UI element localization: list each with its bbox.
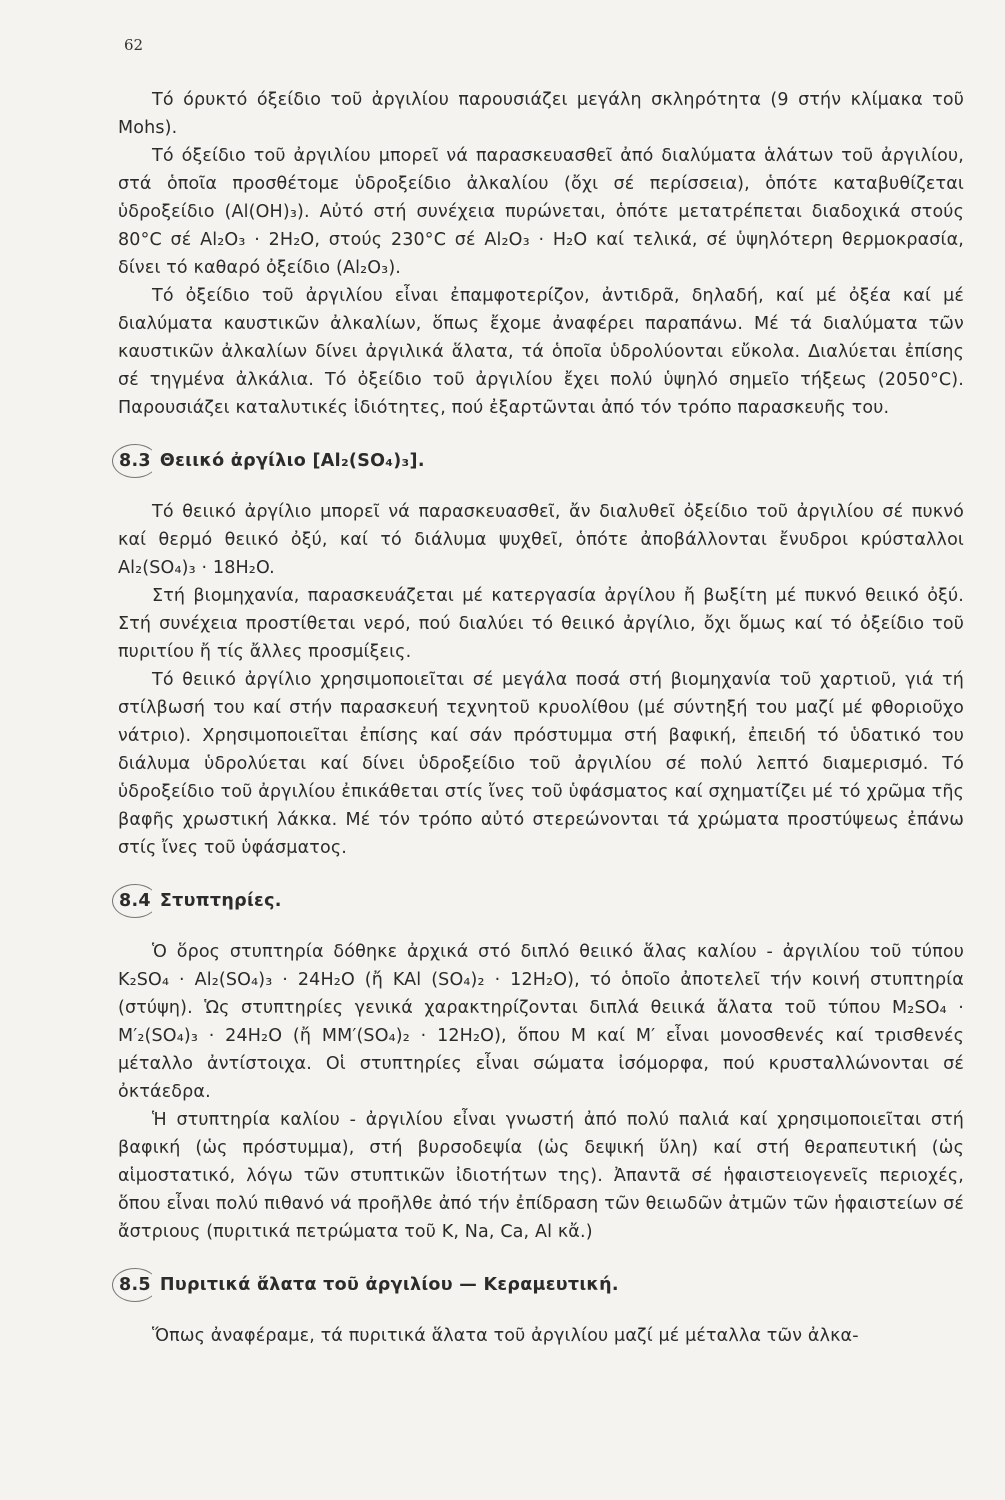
paragraph: Ἡ στυπτηρία καλίου - ἀργιλίου εἶναι γνωστή ἀπό πολύ παλιά καί χρησιμοποιεῖται στή βαφική (ὡς πρόστυμμα), στή βυρσοδεψία (ὡς δεψική ὕλη) καί στή θεραπευτική (ὡς αἱμοστατικό, λόγω τῶν στυπτικῶν ἰδιοτήτων της). Ἀπαντᾶ σέ ἡφαιστειογενεῖς περιοχές, ὅπου εἶναι πολύ πιθανό νά προῆλθε ἀπό τήν ἐπίδραση τῶν θειωδῶν ἀτμῶν τῶν ἡφαιστείων σέ ἄστριους (πυριτικά πετρώματα τοῦ K, Na, Ca, Al κἄ.) — [118, 1110, 964, 1242]
paragraph: Ὅπως ἀναφέραμε, τά πυριτικά ἅλατα τοῦ ἀργιλίου μαζί μέ μέταλλα τῶν ἀλκα- — [152, 1326, 859, 1346]
section-number: 8.5 — [112, 1268, 158, 1302]
paragraph: Τό όρυκτό όξείδιο τοῦ ἀργιλίου παρουσιάζει μεγάλη σκληρότητα (9 στήν κλίμακα τοῦ Mohs). — [118, 90, 964, 138]
paragraph: Στή βιομηχανία, παρασκευάζεται μέ κατεργασία ἀργίλου ἤ βωξίτη μέ πυκνό θειικό ὀξύ. Στή συνέχεια προστίθεται νερό, πού διαλύει τό θειικό ἀργίλιο, ὄχι ὅμως καί τό ὀξείδιο τοῦ πυριτίου ἤ τίς ἄλλες προσμίξεις. — [118, 586, 964, 662]
paragraph: Τό όξείδιο τοῦ ἀργιλίου μπορεῖ νά παρασκευασθεῖ ἀπό διαλύματα ἁλάτων τοῦ ἀργιλίου, στά ὁποῖα προσθέτομε ὑδροξείδιο ἀλκαλίου (ὄχι σέ περίσσεια), ὁπότε καταβυθίζεται ὑδροξείδιο (Al(OH)₃). Αὐτό στή συνέχεια πυρώνεται, ὁπότε μετατρέπεται διαδοχικά στούς 80°C σέ Al₂O₃ · 2H₂O, στούς 230°C σέ Al₂O₃ · H₂O καί τελικά, σέ ὑψηλότερη θερμοκρασία, δίνει τό καθαρό ὀξείδιο (Al₂O₃). — [118, 146, 964, 278]
section-title: Στυπτηρίες. — [159, 891, 282, 911]
paragraph: Τό ὀξείδιο τοῦ ἀργιλίου εἶναι ἐπαμφοτερίζον, ἀντιδρᾶ, δηλαδή, καί μέ ὀξέα καί μέ διαλύματα καυστικῶν ἀλκαλίων, ὅπως ἔχομε ἀναφέρει παραπάνω. Μέ τά διαλύματα τῶν καυστικῶν ἀλκαλίων δίνει ἀργιλικά ἅλατα, τά ὁποῖα ὑδρολύονται εὔκολα. Διαλύεται ἐπίσης σέ τηγμένα ἀλκάλια. Τό ὀξείδιο τοῦ ἀργιλίου ἔχει πολύ ὑψηλό σημεῖο τήξεως (2050°C). Παρουσιάζει καταλυτικές ἰδιότητες, πού ἐξαρτῶνται ἀπό τόν τρόπο παρασκευῆς του. — [118, 286, 964, 418]
paragraph: Ὁ ὅρος στυπτηρία δόθηκε ἀρχικά στό διπλό θειικό ἅλας καλίου - ἀργιλίου τοῦ τύπου K₂SO₄ · Al₂(SO₄)₃ · 24H₂O (ἤ KAl (SO₄)₂ · 12H₂O), τό ὁποῖο ἀποτελεῖ τήν κοινή στυπτηρία (στύψη). Ὡς στυπτηρίες γενικά χαρακτηρίζονται διπλά θειικά ἅλατα τοῦ τύπου M₂SO₄ · M′₂(SO₄)₃ · 24H₂O (ἤ MM′(SO₄)₂ · 12H₂O), ὅπου M καί M′ εἶναι μονοσθενές καί τρισθενές μέταλλο ἀντίστοιχα. Οἱ στυπτηρίες εἶναι σώματα ἰσόμορφα, πού κρυσταλλώνονται σέ ὀκτάεδρα. — [118, 942, 964, 1102]
paragraph: Τό θειικό ἀργίλιο χρησιμοποιεῖται σέ μεγάλα ποσά στή βιομηχανία τοῦ χαρτιοῦ, γιά τή στίλβωσή του καί στήν παρασκευή τεχνητοῦ κρυολίθου (μέ σύντηξή του μαζί μέ φθοριοῦχο νάτριο). Χρησιμοποιεῖται ἐπίσης καί σάν πρόστυμμα στή βαφική, ἐπειδή τό ὑδατικό του διάλυμα ὑδρολύεται καί δίνει ὑδροξείδιο τοῦ ἀργιλίου σέ πολύ λεπτό διαμερισμό. Τό ὑδροξείδιο τοῦ ἀργιλίου ἐπικάθεται στίς ἴνες τοῦ ὑφάσματος καί σχηματίζει μέ τό χρῶμα τῆς βαφῆς χρωστική λάκκα. Μέ τόν τρόπο αὐτό στερεώνονται τά χρώματα προστύψεως ἐπάνω στίς ἴνες τοῦ ὑφάσματος. — [118, 670, 964, 858]
section-title: Πυριτικά ἅλατα τοῦ ἀργιλίου — Κεραμευτική. — [159, 1275, 619, 1295]
paragraph: Τό θειικό ἀργίλιο μπορεῖ νά παρασκευασθεῖ, ἄν διαλυθεῖ ὀξείδιο τοῦ ἀργιλίου σέ πυκνό καί θερμό θειικό ὀξύ, καί τό διάλυμα ψυχθεῖ, ὁπότε ἀποβάλλονται ἔνυδροι κρύσταλλοι Al₂(SO₄)₃ · 18H₂O. — [118, 502, 964, 578]
section-heading-8-3 — [112, 444, 964, 478]
section-number: 8.3 — [112, 444, 158, 478]
section-title: Θειικό ἀργίλιο [Al₂(SO₄)₃]. — [159, 451, 425, 471]
page-content — [118, 86, 964, 1350]
page-number: 62 — [124, 36, 144, 54]
section-number: 8.4 — [112, 884, 158, 918]
section-heading-8-4 — [112, 884, 964, 918]
section-heading-8-5 — [112, 1268, 964, 1302]
